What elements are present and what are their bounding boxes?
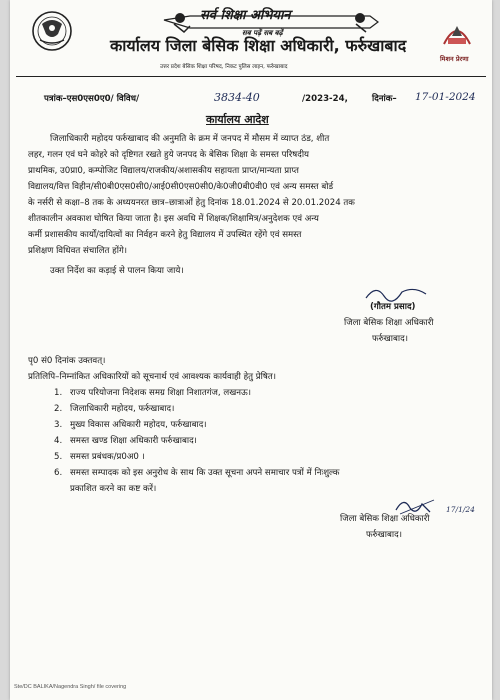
signatory-designation: जिला बेसिक शिक्षा अधिकारी bbox=[340, 514, 430, 524]
body-line: शीतकालीन अवकाश घोषित किया जाता है। इस अवधि में शिक्षक/शिक्षामित्र/अनुदेशक एवं अन्य bbox=[28, 214, 319, 224]
signatory-designation: जिला बेसिक शिक्षा अधिकारी bbox=[344, 318, 434, 328]
order-title: कार्यालय आदेश bbox=[206, 113, 269, 126]
copy-intro: प्रतिलिपि–निम्नांकित अधिकारियों को सूचनार्थ एवं आवश्यक कार्यवाही हेतु प्रेषित। bbox=[28, 372, 276, 382]
copy-item-number: 4. bbox=[54, 436, 63, 446]
copy-item-continuation: प्रकाशित करने का कष्ट करें। bbox=[70, 484, 157, 494]
campaign-slogan: सब पढ़ें सब बढ़ें bbox=[242, 29, 283, 37]
copy-item-number: 1. bbox=[54, 388, 63, 398]
signature-date: 17/1/24 bbox=[446, 505, 475, 514]
body-line: जिलाधिकारी महोदय फर्रुखाबाद की अनुमति के क्रम में जनपद में मौसम में व्याप्त ठंड, शीत bbox=[50, 134, 330, 144]
copy-item: समस्त प्रबंधक/प्र0अ0 । bbox=[70, 452, 145, 462]
office-address: उत्तर प्रदेश बेसिक शिक्षा परिषद, निकट पुलिस लाइन, फर्रुखाबाद bbox=[160, 64, 288, 70]
body-line: उक्त निर्देश का कड़ाई से पालन किया जाये। bbox=[50, 266, 184, 276]
body-line: प्रशिक्षण विधिवत संचालित होंगे। bbox=[28, 246, 128, 256]
up-state-emblem-icon bbox=[28, 10, 76, 52]
date-value: 17-01-2024 bbox=[415, 91, 476, 103]
body-line: प्राथमिक, उ0प्रा0, कम्पोजिट विद्यालय/राजकीय/अशासकीय सहायता प्राप्त/मान्यता प्राप्त bbox=[28, 166, 299, 176]
copy-item-number: 6. bbox=[54, 468, 63, 478]
copy-item-number: 5. bbox=[54, 452, 63, 462]
copy-item-number: 2. bbox=[54, 404, 63, 414]
body-line: के नर्सरी से कक्षा–8 तक के अध्ययनरत छात्र–छात्राओं हेतु दिनांक 18.01.2024 से 20.01.2024 तक bbox=[28, 198, 355, 208]
office-name: कार्यालय जिला बेसिक शिक्षा अधिकारी, फर्रुखाबाद bbox=[110, 36, 407, 55]
signatory-place: फर्रुखाबाद। bbox=[366, 530, 402, 540]
campaign-title: सर्व शिक्षा अभियान bbox=[200, 8, 291, 23]
reference-number: 3834-40 bbox=[214, 91, 260, 104]
body-line: लहर, गलन एवं घने कोहरे को दृष्टिगत रखते हुये जनपद के बेसिक शिक्षा के समस्त परिषदीय bbox=[28, 150, 310, 160]
footer-file-path: Ste/DC BALIKA/Nagendra Singh/ file covering bbox=[14, 684, 127, 690]
signatory-place: फर्रुखाबाद। bbox=[372, 334, 408, 344]
header-divider bbox=[16, 76, 486, 77]
copy-item-number: 3. bbox=[54, 420, 63, 430]
copy-item: समस्त सम्पादक को इस अनुरोध के साथ कि उक्त सूचना अपने समाचार पत्रों में निःशुल्क bbox=[70, 468, 340, 478]
mission-prerna-label: मिशन प्रेरणा bbox=[440, 55, 469, 63]
reference-year: /2023-24, bbox=[302, 94, 348, 104]
body-line: विद्यालय/वित्त विहीन/सी0बी0एस0सी0/आई0सी0एस0सी0/के0जी0बी0वी0 एवं अन्य समस्त बोर्ड bbox=[28, 182, 334, 192]
copy-item: जिलाधिकारी महोदय, फर्रुखाबाद। bbox=[70, 404, 175, 414]
date-label: दिनांक– bbox=[372, 94, 397, 104]
reference-prefix: पत्रांक–एस0एस0ए0/ विविध/ bbox=[44, 94, 140, 104]
body-line: कर्मी प्रशासकीय कार्यों/दायित्वों का निर्वहन करने हेतु विद्यालय में उपस्थित रहेंगे एवं समस्त bbox=[28, 230, 302, 240]
document-page bbox=[10, 0, 492, 700]
copy-item: मुख्य विकास अधिकारी महोदय, फर्रुखाबाद। bbox=[70, 420, 207, 430]
copy-item: राज्य परियोजना निदेशक समग्र शिक्षा निशातगंज, लखनऊ। bbox=[70, 388, 252, 398]
signatory-name: (गौतम प्रसाद) bbox=[370, 302, 416, 312]
signature-mark bbox=[362, 282, 432, 304]
copy-ref-line: पृ0 सं0 दिनांक उक्तवत्। bbox=[28, 356, 106, 366]
mission-prerna-logo-icon bbox=[438, 14, 476, 52]
copy-item: समस्त खण्ड शिक्षा अधिकारी फर्रुखाबाद। bbox=[70, 436, 197, 446]
